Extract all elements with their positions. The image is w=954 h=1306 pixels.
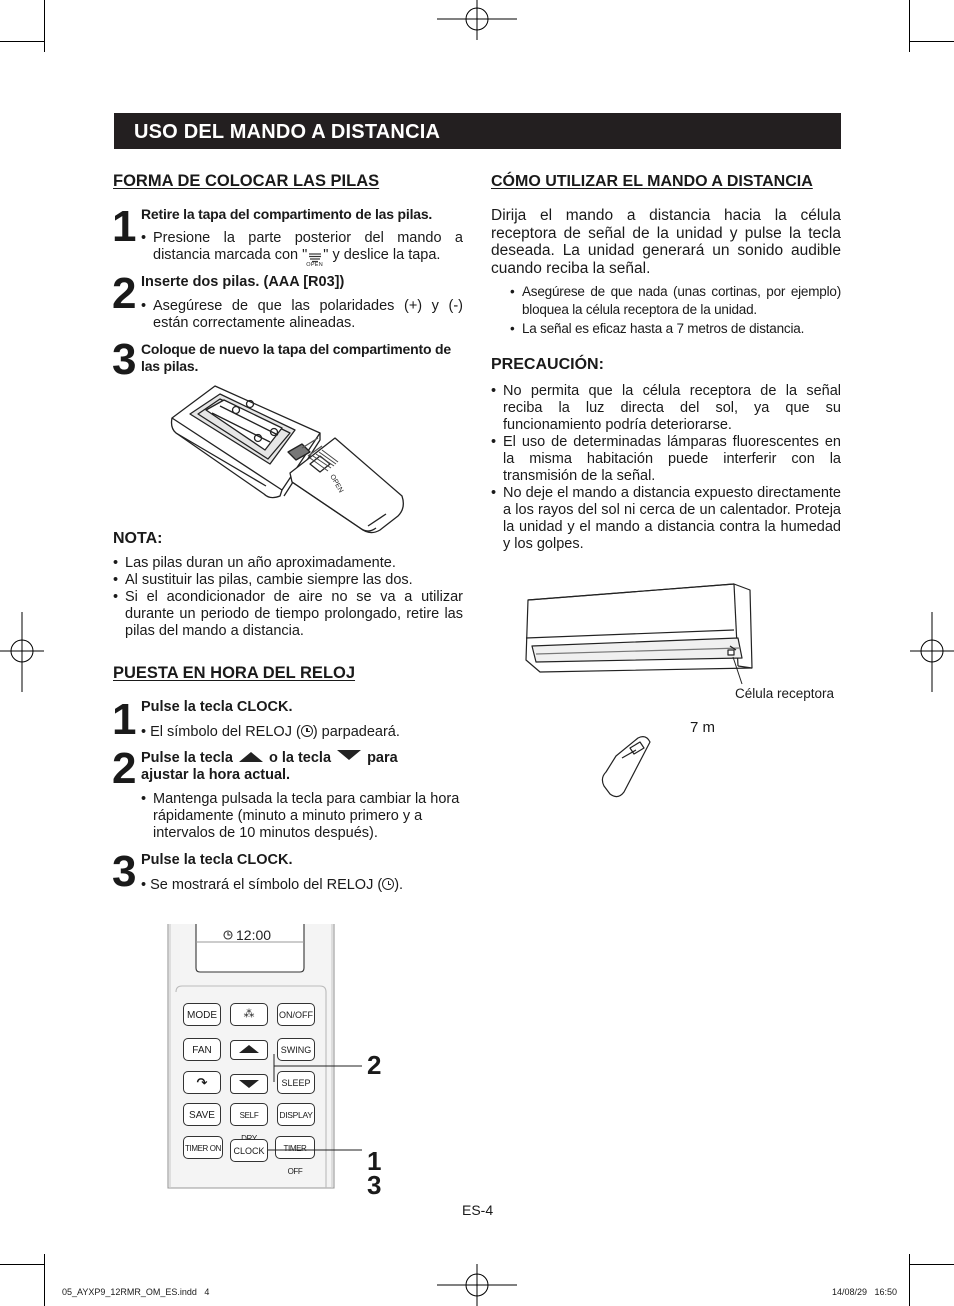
air-conditioner-illustration [520,580,760,800]
remote-display-button[interactable]: DISPLAY [277,1103,315,1126]
battery-installation-illustration [170,378,410,538]
callout-clock-second: 3 [367,1170,382,1200]
distance-label: 7 m [690,719,716,736]
list-item: • Si el acondicionador de aire no se va a utilizar durante un periodo de tiempo prolongado, retire las pilas del mando a distancia. [113,589,463,640]
remote-swing-button[interactable]: SWING [277,1038,315,1061]
reloj-title: PUESTA EN HORA DEL RELOJ [113,664,356,682]
pilas-step-3-number: 3 [112,335,137,384]
remote-fan-button[interactable]: FAN [183,1038,221,1061]
callout-up-down: 2 [367,1050,382,1080]
down-arrow-icon [337,750,361,760]
svg-text:12:00: 12:00 [236,927,272,943]
list-item: • Asegúrese de que nada (unas cortinas, por ejemplo) bloquea la célula receptora de la unidad. [510,283,841,318]
clock-icon [301,725,313,737]
print-date: 14/08/29 16:50 [832,1287,898,1297]
reloj-step-3-heading: Pulse la tecla CLOCK. [141,852,293,868]
reloj-step-3-number: 3 [112,847,137,896]
pilas-step-2-heading: Inserte dos pilas. (AAA [R03]) [141,274,345,290]
list-item: • No permita que la célula receptora de la señal reciba la luz directa del sol, ya que su funcionamiento podría deteriorarse. [491,383,841,434]
file-slug: 05_AYXP9_12RMR_OM_ES.indd 4 [62,1287,210,1297]
page-number: ES-4 [462,1202,494,1218]
powerful-icon: ↷ [196,1075,208,1090]
uso-paragraph: Dirija el mando a distancia hacia la célula receptora de señal de la unidad y pulse la tecla deseada. La unidad generará un sonido audible cuando reciba la señal. [491,207,841,277]
remote-save-button[interactable]: SAVE [183,1103,221,1126]
list-item: • Las pilas duran un año aproximadamente. [113,555,463,572]
pilas-title: FORMA DE COLOCAR LAS PILAS [113,172,380,190]
reloj-step-1-heading: Pulse la tecla CLOCK. [141,699,293,715]
reloj-step-2-number: 2 [112,744,137,793]
list-item: • La señal es eficaz hasta a 7 metros de distancia. [510,320,841,338]
remote-timeron-button[interactable]: TIMER ON [183,1136,223,1159]
reloj-step-3-bullet: • Se mostrará el símbolo del RELOJ ( ). [141,877,404,893]
precaucion-title: PRECAUCIÓN: [491,356,604,373]
remote-plasmacluster-button[interactable] [230,1003,268,1026]
open-mark-icon: OPEN [306,262,324,268]
pilas-step-1-heading: Retire la tapa del compartimento de las pilas. [141,206,433,222]
callout-clock-first: 1 [367,1146,382,1176]
section-banner: USO DEL MANDO A DISTANCIA [114,113,841,149]
list-item: • Asegúrese de que las polaridades (+) y (-) están correctamente alineadas. [141,298,463,332]
pilas-step-2-bullets [141,298,463,332]
list-item: • El uso de determinadas lámparas fluorescentes en la misma habitación puede interferir con la transmisión de la señal. [491,434,841,485]
list-item: • No deje el mando a distancia expuesto directamente a los rayos del sol ni cerca de un calentador. Proteja la unidad y el mando a distancia contra la humedad y los golpes. [491,485,841,553]
uso-title: CÓMO UTILIZAR EL MANDO A DISTANCIA [491,173,813,190]
reloj-step-2-heading: Pulse la tecla o la tecla para ajustar la hora actual. [141,750,398,783]
nota-title: NOTA: [113,530,163,547]
reloj-step-1-number: 1 [112,695,137,744]
pilas-step-1-bullet: • Presione la parte posterior del mando a distancia marcada con " OPEN " y deslice la tapa. [141,230,463,268]
receptor-label: Célula receptora [735,686,835,701]
reloj-step-1-bullet: • El símbolo del RELOJ ( ) parpadeará. [141,724,400,740]
remote-mode-button[interactable]: MODE [183,1003,221,1026]
callout-lines [248,1046,368,1166]
nota-bullets [113,555,463,640]
remote-clock-button[interactable]: CLOCK [230,1139,268,1162]
pilas-step-3-heading: Coloque de nuevo la tapa del compartimento de las pilas. [141,341,451,374]
plasmacluster-icon: ⁂ [243,1008,255,1020]
remote-powerful-button[interactable] [183,1071,221,1094]
list-item: • Al sustituir las pilas, cambie siempre las dos. [113,572,463,589]
clock-icon [382,878,394,890]
pilas-step-1-number: 1 [112,202,137,251]
remote-timeroff-button[interactable]: TIMER OFF [275,1136,315,1159]
up-arrow-icon [239,752,263,762]
remote-onoff-button[interactable]: ON/OFF [277,1003,315,1026]
remote-sleep-button[interactable]: SLEEP [277,1071,315,1094]
reloj-step-2-bullet: • Mantenga pulsada la tecla para cambiar la hora rápidamente (minuto a minuto primero y a intervalos de 10 minutos después). [141,791,460,841]
remote-selfdry-button[interactable]: SELF [230,1103,268,1126]
uso-bullets [510,283,841,338]
precaucion-bullets [491,383,841,553]
pilas-step-2-number: 2 [112,269,137,318]
svg-text:OPEN: OPEN [328,473,345,495]
